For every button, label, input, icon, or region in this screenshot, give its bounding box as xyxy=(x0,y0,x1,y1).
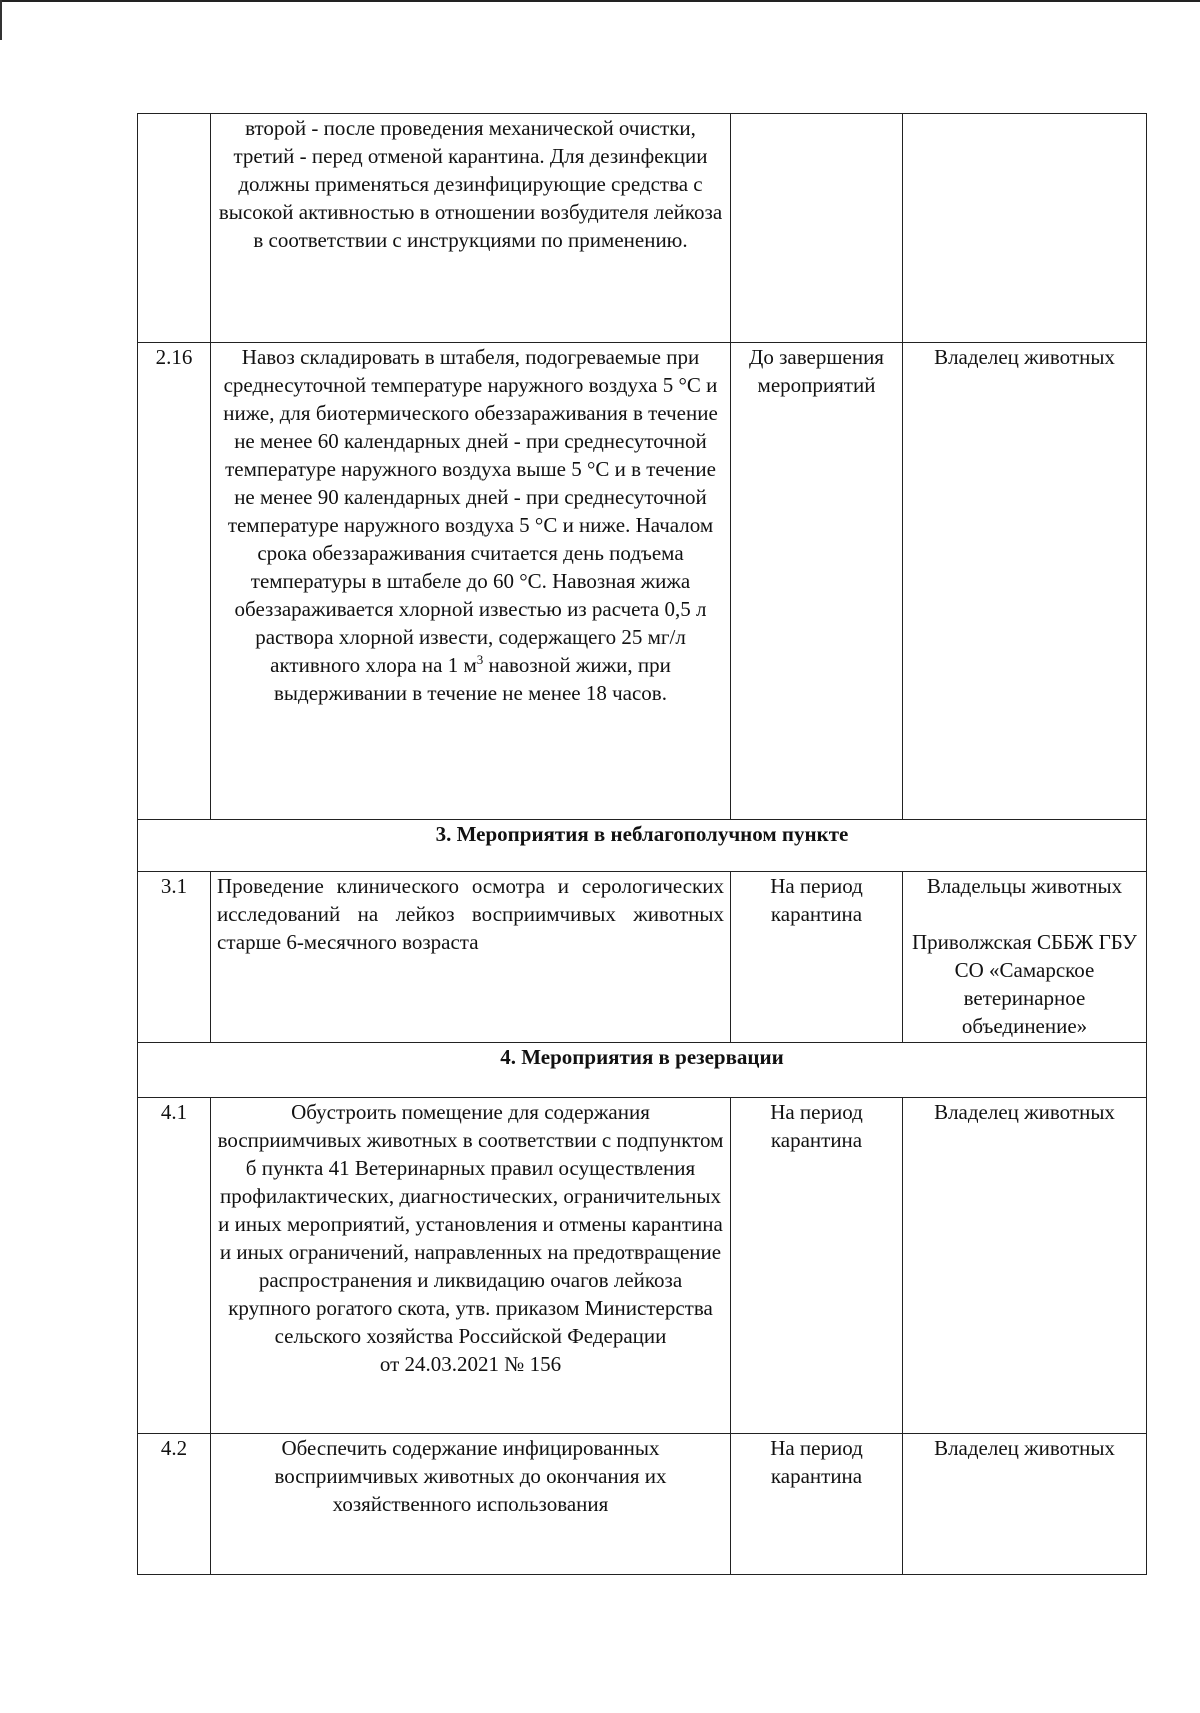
measure-term xyxy=(731,114,903,343)
section-title: 4. Мероприятия в резервации xyxy=(138,1043,1147,1098)
row-number: 4.1 xyxy=(138,1098,211,1434)
table-row xyxy=(138,1098,1147,1434)
row-number: 3.1 xyxy=(138,872,211,1043)
measure-responsible: Владелец животных xyxy=(903,343,1147,820)
measure-responsible: Владелец животных xyxy=(903,1434,1147,1575)
measures-table xyxy=(137,113,1147,1575)
responsible-vet-station: Приволжская СББЖ ГБУ СО «Самарское ветеринарное объединение» xyxy=(912,930,1137,1038)
measure-text: Навоз складировать в штабеля, подогреваемые при среднесуточной температуре наружного воздуха 5 °С и ниже, для биотермического обеззараживания в течение не менее 60 календарных дней - при среднесуточной температуре наружного воздуха выше 5 °С и в течение не менее 90 календарных дней - при среднесуточной температуре наружного воздуха 5 °С и ниже. Началом срока обеззараживания считается день подъема температуры в штабеле до 60 °С. Навозная жижа обеззараживается хлорной известью из расчета 0,5 л раствора хлорной извести, содержащего 25 мг/л активного хлора на 1 $м^3$ навозной жижи, при выдерживании в течение не менее 18 часов. xyxy=(211,343,731,820)
responsible-owner: Владельцы животных xyxy=(926,874,1123,898)
measure-responsible xyxy=(903,872,1147,1043)
measure-term: На период карантина xyxy=(731,1434,903,1575)
measure-term: На период карантина xyxy=(731,1098,903,1434)
row-number xyxy=(138,114,211,343)
measure-term: На период карантина xyxy=(731,872,903,1043)
row-number: 4.2 xyxy=(138,1434,211,1575)
table-row xyxy=(138,872,1147,1043)
scan-left-mark xyxy=(0,0,2,40)
scan-top-border xyxy=(0,0,1200,2)
table-row xyxy=(138,114,1147,343)
measure-responsible: Владелец животных xyxy=(903,1098,1147,1434)
measure-text: Обустроить помещение для содержания восприимчивых животных в соответствии с подпунктом б пункта 41 Ветеринарных правил осуществления профилактических, диагностических, ограничительных и иных мероприятий, установления и отмены карантина и иных ограничений, направленных на предотвращение распространения и ликвидацию очагов лейкоза крупного рогатого скота, утв. приказом Министерства сельского хозяйства Российской Федерации от 24.03.2021 № 156 xyxy=(211,1098,731,1434)
table-row xyxy=(138,1434,1147,1575)
row-number: 2.16 xyxy=(138,343,211,820)
section-header-row xyxy=(138,1043,1147,1098)
measure-text: Обеспечить содержание инфицированных восприимчивых животных до окончания их хозяйственного использования xyxy=(211,1434,731,1575)
measure-term: До завершения мероприятий xyxy=(731,343,903,820)
section-title: 3. Мероприятия в неблагополучном пункте xyxy=(138,820,1147,872)
section-header-row xyxy=(138,820,1147,872)
measure-text: Проведение клинического осмотра и серологических исследований на лейкоз восприимчивых животных старше 6-месячного возраста xyxy=(211,872,731,1043)
table-row xyxy=(138,343,1147,820)
measure-text: второй - после проведения механической очистки, третий - перед отменой карантина. Для дезинфекции должны применяться дезинфицирующие средства с высокой активностью в отношении возбудителя лейкоза в соответствии с инструкциями по применению. xyxy=(211,114,731,343)
measure-responsible xyxy=(903,114,1147,343)
